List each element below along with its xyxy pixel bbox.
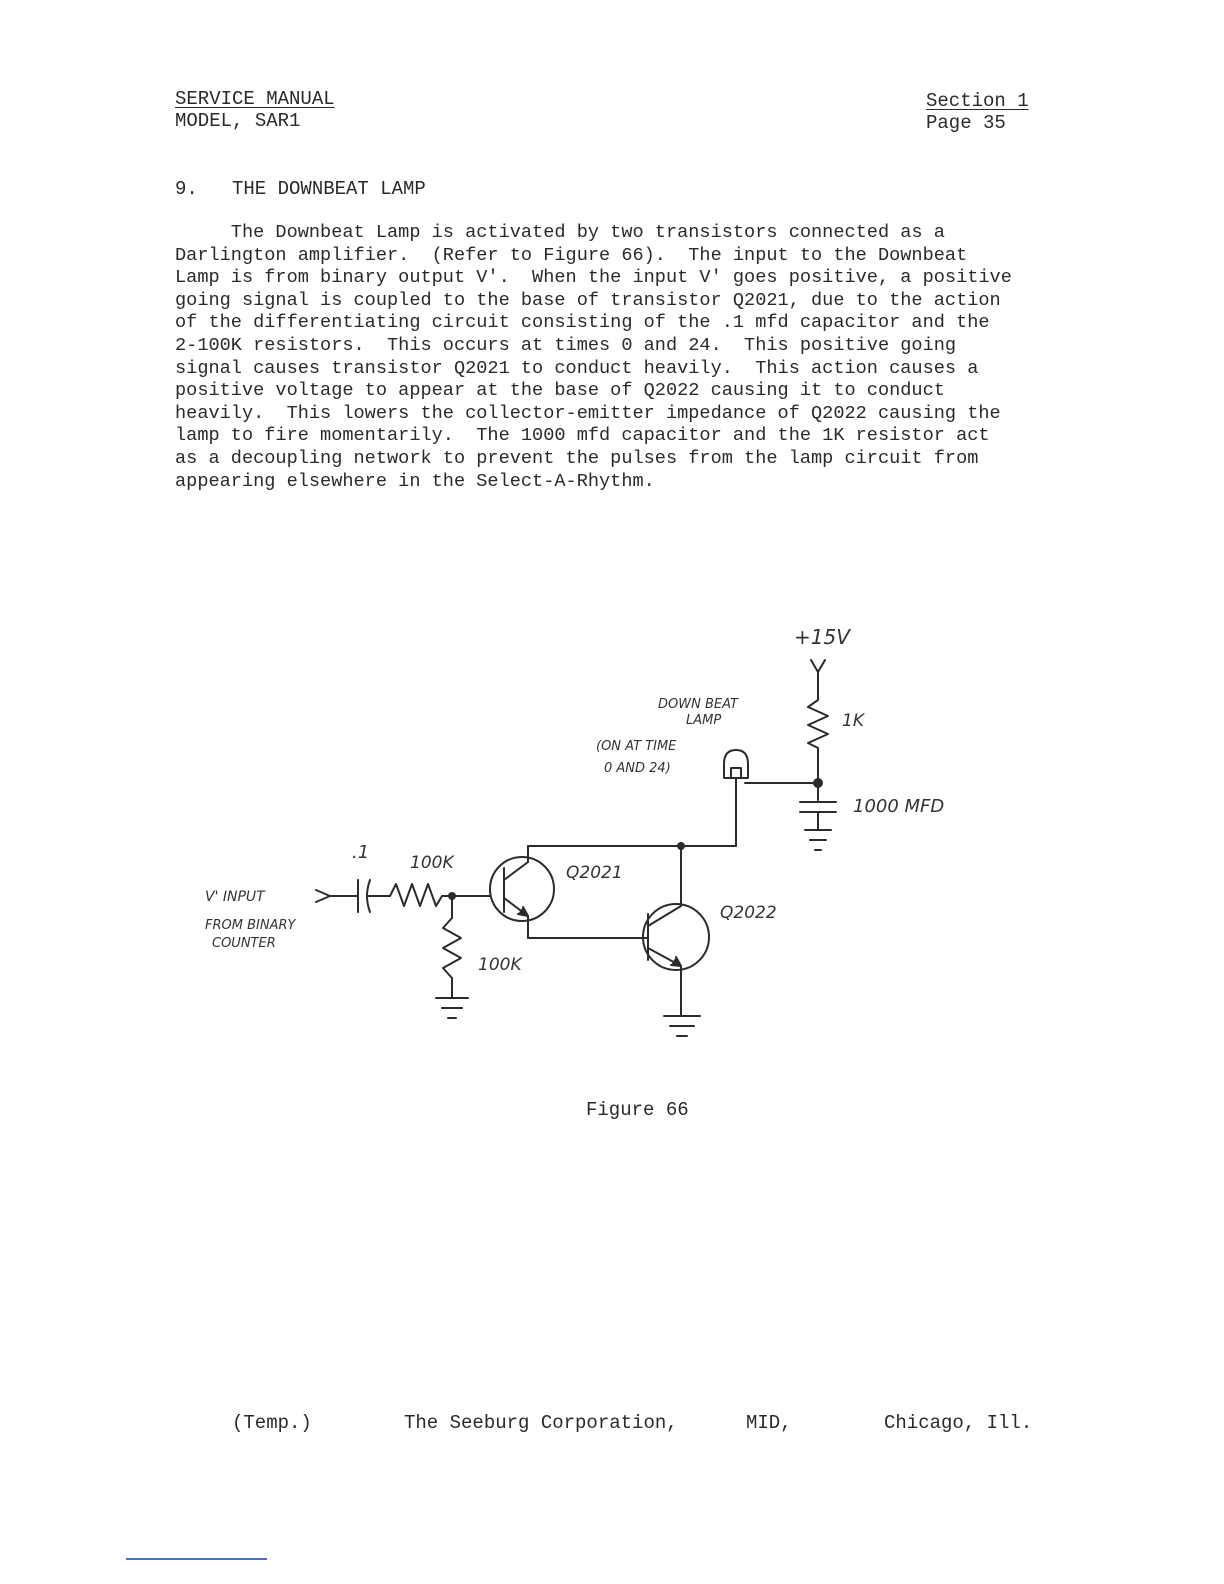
section-title: THE DOWNBEAT LAMP	[232, 178, 426, 200]
label-q2021: Q2021	[566, 863, 623, 883]
scan-artifact-line	[126, 1558, 267, 1560]
body-line: 2-100K resistors. This occurs at times 0 and 24. This positive going	[175, 334, 957, 356]
figure-caption: Figure 66	[586, 1099, 689, 1121]
transistor-q2021	[490, 846, 554, 938]
header-manual-title: SERVICE MANUAL	[175, 88, 335, 110]
body-line: The Downbeat Lamp is activated by two transistors connected as a	[175, 222, 945, 243]
label-input-line2: FROM BINARY	[205, 918, 296, 933]
label-lamp-line2: LAMP	[686, 713, 722, 728]
body-paragraph	[175, 222, 1045, 493]
body-line: heavily. This lowers the collector-emitter impedance of Q2022 causing the	[175, 402, 1001, 424]
label-supply: +15V	[794, 625, 850, 649]
ground-symbol	[436, 998, 468, 1018]
body-line: of the differentiating circuit consisting of the .1 mfd capacitor and the	[175, 312, 990, 334]
body-line: Lamp is from binary output V'. When the input V' goes positive, a positive	[175, 267, 1012, 289]
schematic-figure-66	[0, 580, 1224, 1080]
label-input-line3: COUNTER	[212, 936, 276, 951]
supply-terminal	[811, 660, 825, 695]
downbeat-lamp	[724, 750, 748, 846]
body-line: as a decoupling network to prevent the pulses from the lamp circuit from	[175, 447, 979, 469]
label-q2022: Q2022	[720, 903, 777, 923]
header-section: Section 1	[926, 90, 1029, 112]
resistor-1k	[808, 695, 828, 783]
capacitor-1000-mfd	[800, 783, 836, 850]
footer-dept: MID,	[746, 1412, 792, 1434]
body-line: positive voltage to appear at the base of Q2022 causing it to conduct	[175, 380, 945, 402]
capacitor-0-1	[358, 880, 383, 912]
footer-temp: (Temp.)	[232, 1412, 312, 1434]
header-model: MODEL, SAR1	[175, 110, 301, 132]
label-lamp-note-line1: (ON AT TIME	[596, 739, 677, 754]
ground-symbol	[664, 1016, 700, 1036]
body-line: appearing elsewhere in the Select-A-Rhythm.	[175, 470, 655, 492]
body-line: signal causes transistor Q2021 to conduct heavily. This action causes a	[175, 357, 979, 379]
label-capacitor-1000: 1000 MFD	[853, 796, 945, 817]
label-resistor-series: 100K	[410, 853, 454, 873]
label-capacitor-0-1: .1	[352, 842, 370, 863]
label-resistor-shunt: 100K	[478, 955, 522, 975]
footer-company: The Seeburg Corporation,	[404, 1412, 678, 1434]
body-line: lamp to fire momentarily. The 1000 mfd capacitor and the 1K resistor act	[175, 425, 990, 447]
label-lamp-note-line2: 0 AND 24)	[604, 761, 671, 776]
resistor-100k-series	[383, 884, 490, 906]
label-lamp-line1: DOWN BEAT	[658, 697, 738, 712]
label-resistor-1k: 1K	[842, 711, 864, 731]
body-line: Darlington amplifier. (Refer to Figure 66). The input to the Downbeat	[175, 244, 968, 266]
input-terminal	[316, 890, 330, 902]
footer-city: Chicago, Ill.	[884, 1412, 1033, 1434]
body-line: going signal is coupled to the base of transistor Q2021, due to the action	[175, 289, 1001, 311]
label-input-line1: V' INPUT	[205, 889, 265, 905]
section-number: 9.	[175, 178, 198, 200]
header-page-number: Page 35	[926, 112, 1006, 134]
resistor-100k-shunt	[443, 896, 461, 998]
transistor-q2022	[643, 846, 709, 1016]
